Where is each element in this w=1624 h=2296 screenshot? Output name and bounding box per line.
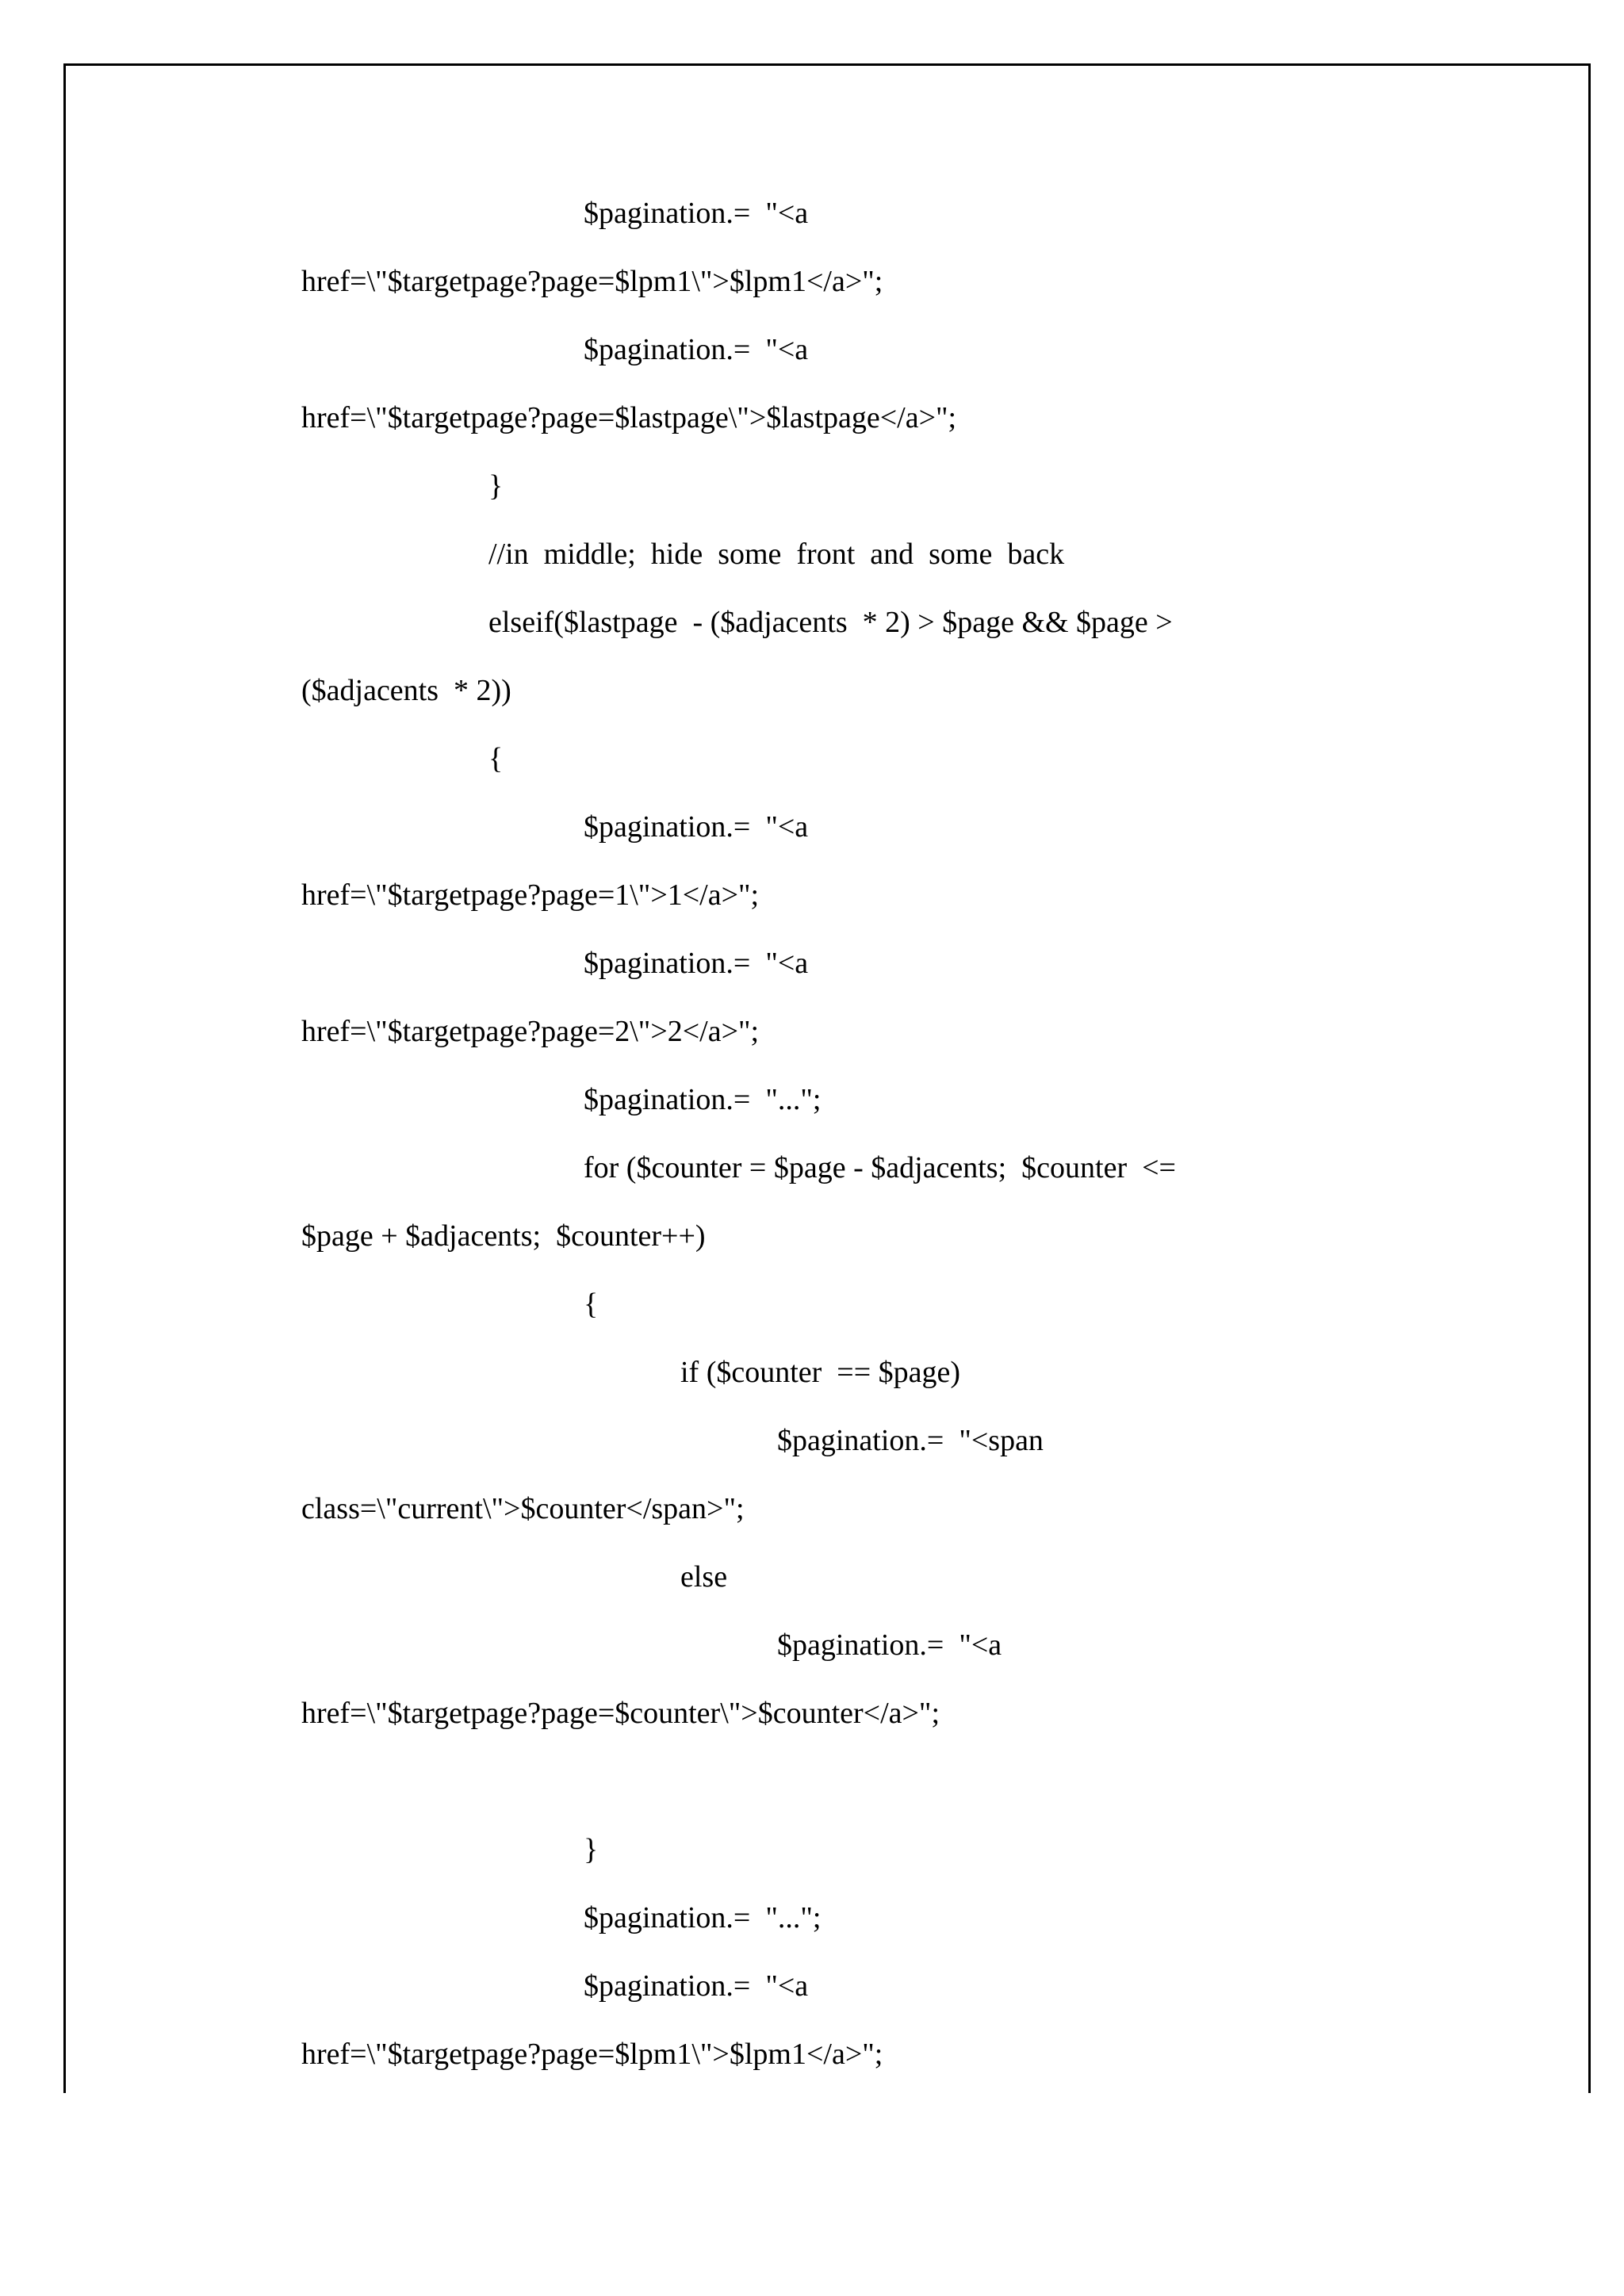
code-line: $pagination.= "...";	[584, 1901, 822, 1934]
page-frame	[63, 63, 1591, 2093]
code-line: $pagination.= "<a	[777, 1628, 1002, 1662]
code-line: for ($counter = $page - $adjacents; $counter <=	[584, 1151, 1176, 1184]
code-line: $pagination.= "<a	[584, 333, 809, 366]
code-line: $pagination.= "<a	[584, 197, 809, 230]
code-line: else	[680, 1560, 728, 1594]
code-line: $page + $adjacents; $counter++)	[301, 1219, 706, 1253]
code-line: $pagination.= "<a	[584, 1969, 809, 2003]
code-line: $pagination.= "<a	[584, 810, 809, 844]
code-line: }	[488, 469, 504, 503]
code-line: href=\"$targetpage?page=1\">1</a>";	[301, 878, 760, 912]
code-line: }	[584, 1833, 599, 1866]
code-line: elseif($lastpage - ($adjacents * 2) > $page && $page >	[488, 606, 1173, 639]
code-line: $pagination.= "<span	[777, 1424, 1044, 1457]
code-line: href=\"$targetpage?page=$lastpage\">$lastpage</a>";	[301, 401, 957, 434]
code-line: {	[584, 1288, 599, 1321]
code-line: {	[488, 742, 504, 775]
code-line: href=\"$targetpage?page=$lpm1\">$lpm1</a>";	[301, 265, 883, 298]
code-line: //in middle; hide some front and some back	[488, 538, 1065, 571]
code-line: class=\"current\">$counter</span>";	[301, 1492, 745, 1525]
code-line: ($adjacents * 2))	[301, 674, 511, 707]
code-line: href=\"$targetpage?page=$counter\">$counter</a>";	[301, 1697, 940, 1730]
code-line: href=\"$targetpage?page=2\">2</a>";	[301, 1015, 760, 1048]
code-line: $pagination.= "<a	[584, 947, 809, 980]
code-line: href=\"$targetpage?page=$lpm1\">$lpm1</a>";	[301, 2038, 883, 2071]
code-line: $pagination.= "...";	[584, 1083, 822, 1116]
code-line: if ($counter == $page)	[680, 1356, 961, 1389]
